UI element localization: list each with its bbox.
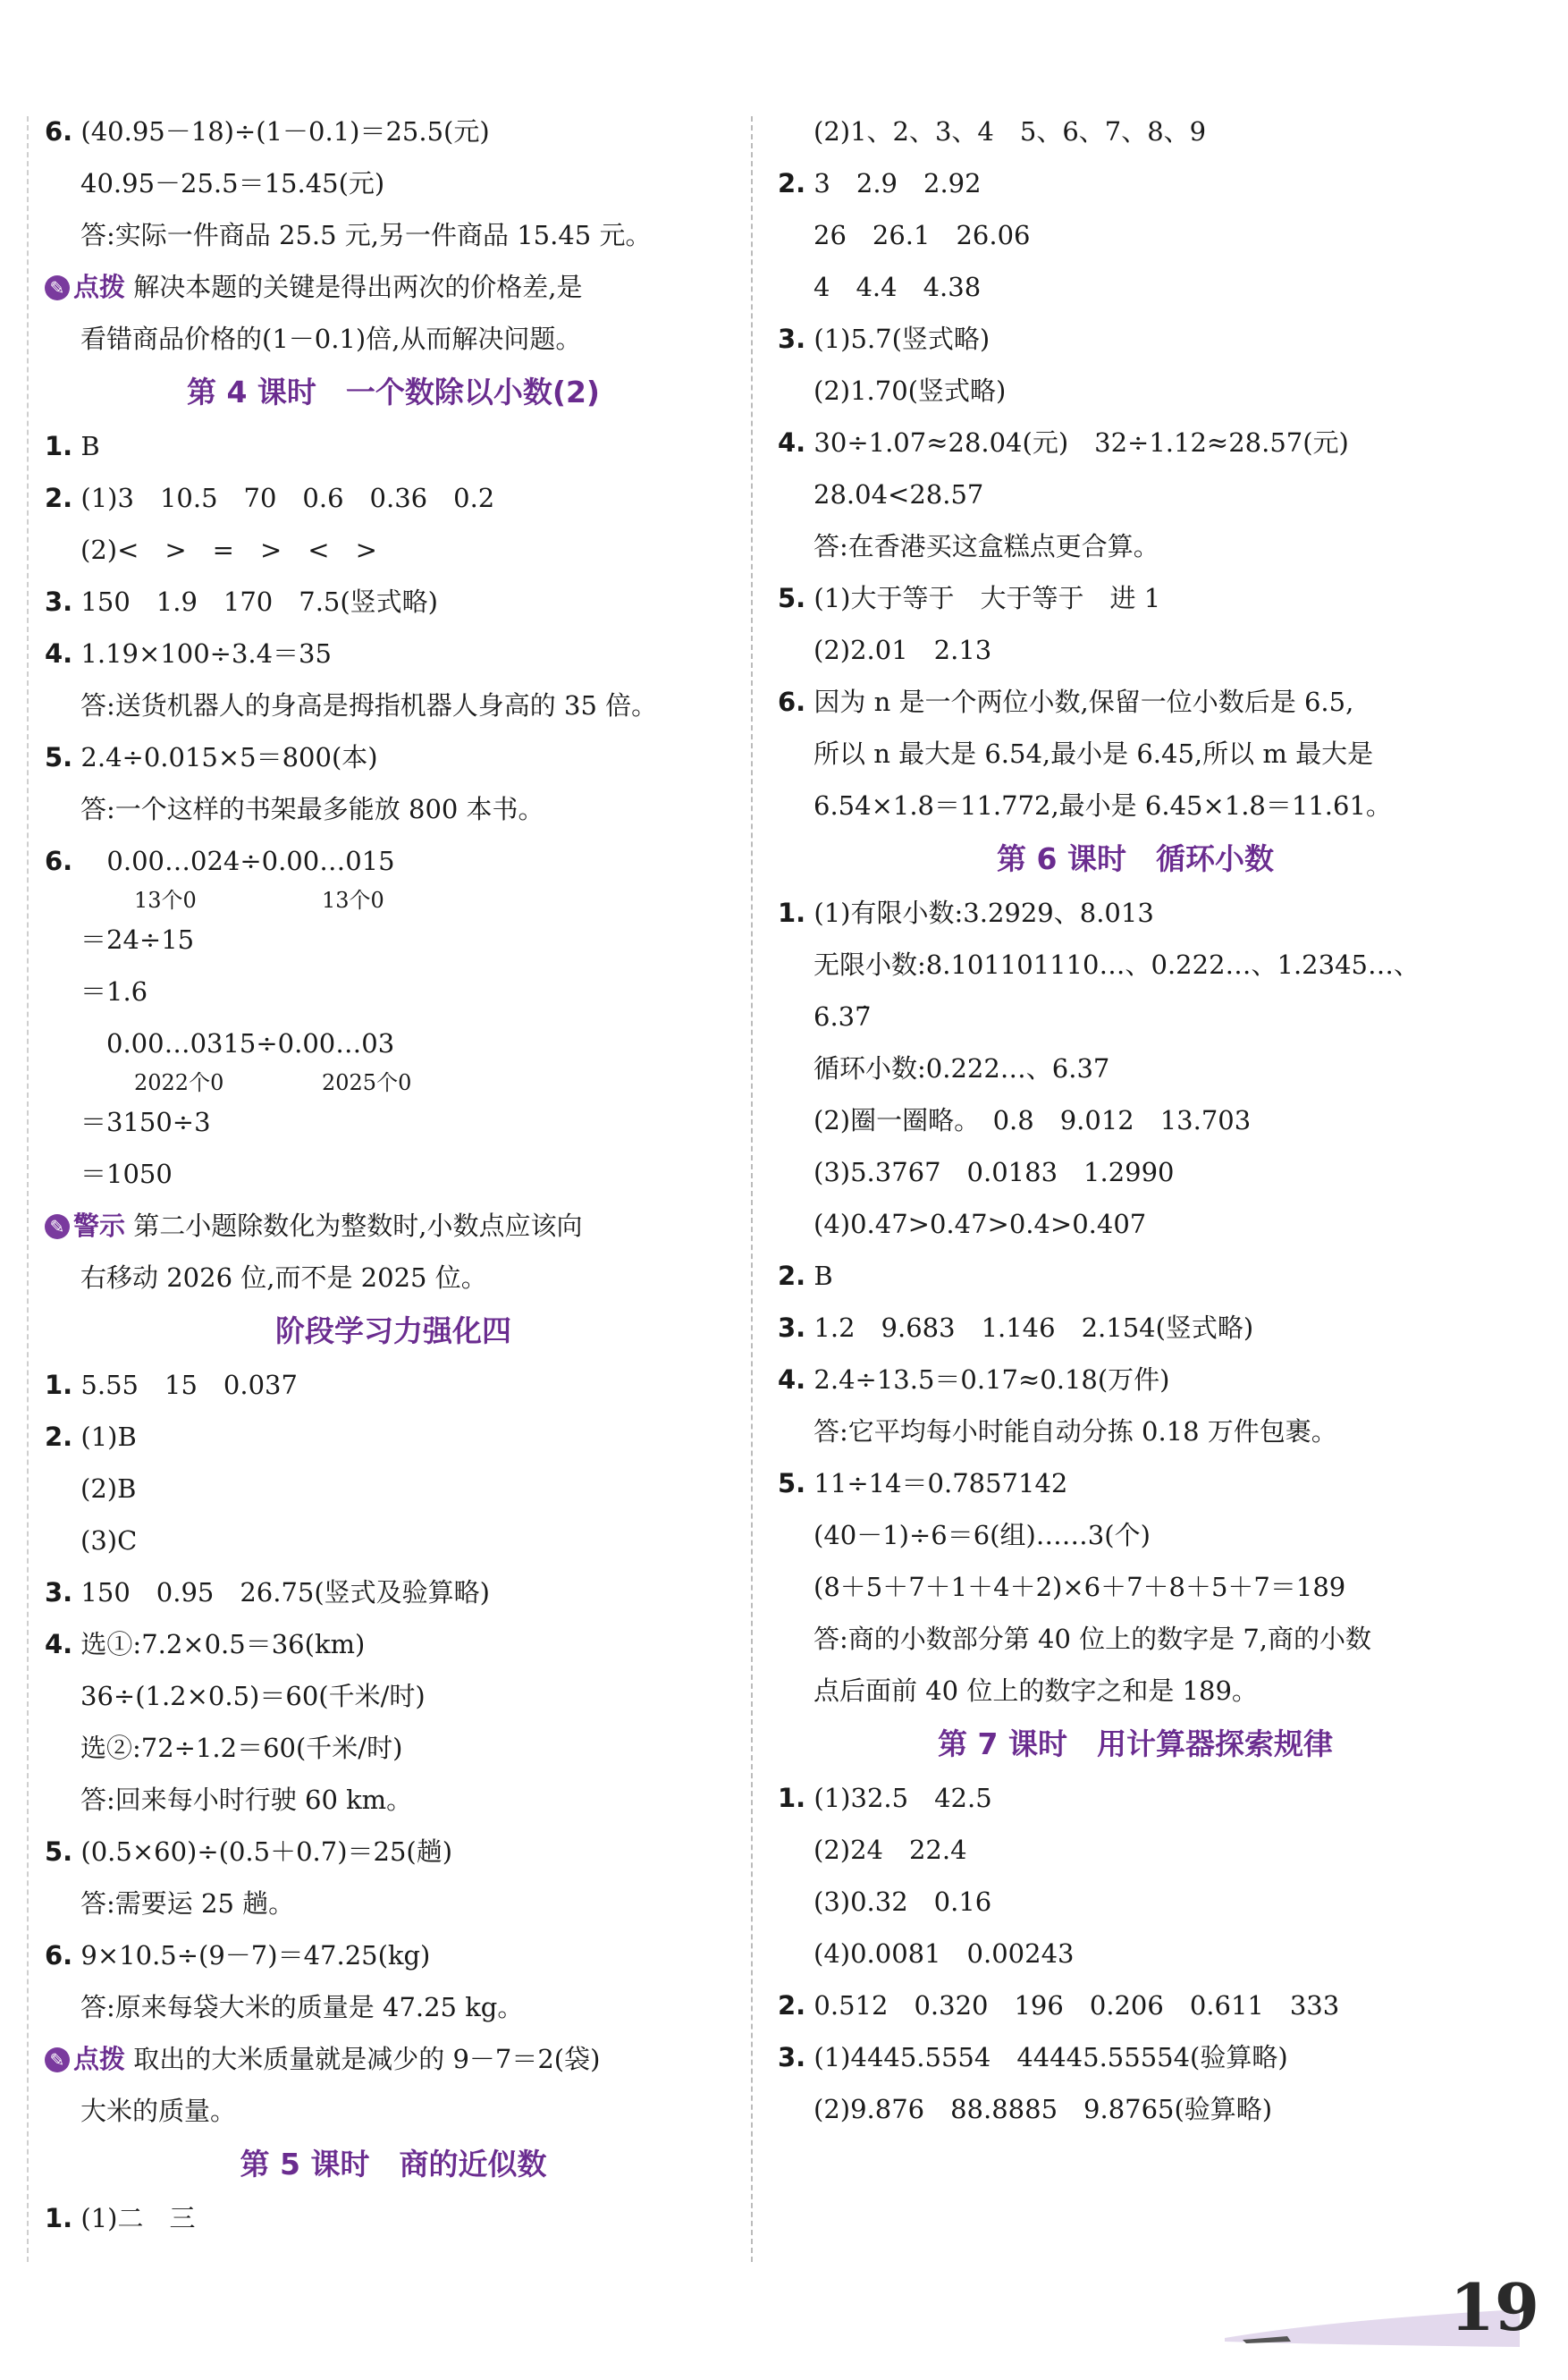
- section-heading: 第 5 课时 商的近似数: [240, 2147, 547, 2182]
- item-number: 1.: [45, 1370, 73, 1400]
- answer-item: [778, 1354, 1493, 1405]
- item-number: 5.: [45, 1836, 73, 1867]
- item-text: 2.4÷13.5＝0.17≈0.18(万件): [814, 1364, 1170, 1395]
- answer-line: (2)圈一圈略。 0.8 9.012 13.703: [814, 1105, 1252, 1135]
- answer-line: 6.54×1.8＝11.772,最小是 6.45×1.8＝11.61。: [814, 790, 1392, 821]
- item-text: 0.512 0.320 196 0.206 0.611 333: [814, 1990, 1340, 2021]
- item-number: 3.: [45, 587, 73, 617]
- answer-item: [778, 572, 1493, 624]
- brace-label: 13个0: [134, 888, 197, 913]
- answer-item: [778, 1457, 1493, 1509]
- answer-line: (2)1、2、3、4 5、6、7、8、9: [814, 116, 1207, 147]
- answer-line: 答:送货机器人的身高是拇指机器人身高的 35 倍。: [80, 690, 658, 721]
- answer-line: ＝24÷15: [80, 924, 195, 955]
- answer-item: [45, 472, 742, 524]
- brace-label: 2025个0: [322, 1070, 412, 1095]
- answer-line: 6.37̇: [814, 1001, 872, 1032]
- answer-line: 0.00…0315÷0.00…03: [80, 1028, 395, 1059]
- answer-line: (3)C: [80, 1525, 138, 1556]
- item-text: 150 1.9 170 7.5(竖式略): [80, 587, 438, 617]
- answer-item: [45, 628, 742, 679]
- answer-line: (2)1.70(竖式略): [814, 376, 1007, 406]
- section-heading: 第 4 课时 一个数除以小数(2): [186, 375, 601, 409]
- tip-tag: 点拨: [73, 272, 126, 302]
- answer-line: (4)0.0081 0.00243: [814, 1938, 1075, 1969]
- left-column: [45, 105, 742, 2244]
- answer-item: [45, 835, 742, 887]
- brace-annotation: [45, 1069, 742, 1096]
- item-number: 1.: [45, 2203, 73, 2233]
- left-margin-rule: [27, 116, 29, 2262]
- answer-line: (2)9.876 88.8885 9.8765(验算略): [814, 2094, 1273, 2124]
- item-text: 2.4÷0.015×5＝800(本): [80, 742, 378, 772]
- item-text: (1)有限小数:3.2929、8.013: [814, 898, 1154, 928]
- item-text: (0.5×60)÷(0.5＋0.7)＝25(趟): [80, 1836, 453, 1867]
- item-text: (1)B: [80, 1422, 137, 1452]
- answer-line: 右移动 2026 位,而不是 2025 位。: [80, 1262, 487, 1293]
- tip-icon: ✎: [45, 2047, 70, 2072]
- answer-line: 答:原来每袋大米的质量是 47.25 kg。: [80, 1992, 524, 2022]
- answer-item: [45, 420, 742, 472]
- item-number: 1.: [778, 1783, 806, 1813]
- item-number: 2.: [45, 483, 73, 513]
- answer-line: 答:一个这样的书架最多能放 800 本书。: [80, 794, 544, 824]
- answer-item: [45, 1359, 742, 1411]
- tip-text: 第二小题除数化为整数时,小数点应该向: [125, 1211, 583, 1241]
- tip-text: 取出的大米质量就是减少的 9－7＝2(袋): [125, 2044, 601, 2074]
- answer-line: 答:商的小数部分第 40 位上的数字是 7,商的小数: [814, 1624, 1371, 1654]
- answer-line: ＝1050: [80, 1159, 173, 1189]
- item-text: (40.95－18)÷(1－0.1)＝25.5(元): [80, 116, 490, 147]
- answer-line: (3)5.3767 0.0183 1.2990: [814, 1157, 1175, 1187]
- item-number: 1.: [778, 898, 806, 928]
- answer-line: (40－1)÷6＝6(组)……3(个): [814, 1520, 1151, 1550]
- answer-item: [778, 157, 1493, 209]
- tip-icon: ✎: [45, 1214, 70, 1239]
- answer-line: 答:在香港买这盒糕点更合算。: [814, 531, 1159, 561]
- item-number: 3.: [45, 1577, 73, 1608]
- column-divider: [751, 116, 753, 2262]
- item-text: (1)32.5 42.5: [814, 1783, 992, 1813]
- answer-item: [778, 1772, 1493, 1824]
- answer-item: [778, 2031, 1493, 2083]
- answer-line: (2)B: [80, 1473, 137, 1504]
- answer-line: (4)0.47>0.47>0.4>0.407: [814, 1209, 1147, 1239]
- answer-line: 无限小数:8.101101110…、0.222…、1.2345…、: [814, 949, 1420, 980]
- answer-item: [45, 1566, 742, 1618]
- section-heading: 第 6 课时 循环小数: [997, 841, 1274, 876]
- item-text: 11÷14＝0.7857142: [814, 1468, 1068, 1498]
- answer-line: 选②:72÷1.2＝60(千米/时): [80, 1733, 403, 1763]
- brace-label: 2022个0: [134, 1070, 224, 1095]
- answer-item: [778, 1250, 1493, 1302]
- answer-line: (2)2.01 2.13: [814, 635, 992, 665]
- brace-label: 13个0: [322, 888, 384, 913]
- answer-line: 所以 n 最大是 6.54,最小是 6.45,所以 m 最大是: [814, 738, 1374, 769]
- answer-item: [45, 1826, 742, 1878]
- answer-line: (3)0.32 0.16: [814, 1886, 992, 1917]
- answer-item: [45, 731, 742, 783]
- item-number: 6.: [45, 1940, 73, 1971]
- item-text: (1)大于等于 大于等于 进 1: [814, 583, 1161, 613]
- item-number: 3.: [778, 1312, 806, 1343]
- item-number: 5.: [778, 1468, 806, 1498]
- answer-item: [45, 1411, 742, 1463]
- item-text: B: [814, 1261, 833, 1291]
- answer-line: 28.04<28.57: [814, 479, 984, 510]
- tip-note: [45, 2033, 742, 2085]
- answer-line: 4 4.4 4.38: [814, 272, 982, 302]
- answer-item: [45, 2192, 742, 2244]
- item-number: 2.: [778, 1990, 806, 2021]
- item-number: 6.: [45, 846, 73, 876]
- item-number: 1.: [45, 431, 73, 461]
- answer-line: (2)24 22.4: [814, 1835, 967, 1865]
- item-number: 2.: [778, 168, 806, 198]
- answer-item: [45, 1929, 742, 1981]
- item-number: 4.: [778, 427, 806, 458]
- item-number: 5.: [45, 742, 73, 772]
- item-text: (1)5.7(竖式略): [814, 324, 991, 354]
- tip-icon: ✎: [45, 275, 70, 300]
- item-text: (1)3 10.5 70 0.6 0.36 0.2: [80, 483, 495, 513]
- answer-line: 点后面前 40 位上的数字之和是 189。: [814, 1675, 1258, 1706]
- item-number: 5.: [778, 583, 806, 613]
- item-text: 1.19×100÷3.4＝35: [80, 638, 332, 669]
- item-text: 9×10.5÷(9－7)＝47.25(kg): [80, 1940, 431, 1971]
- item-number: 4.: [45, 638, 73, 669]
- answer-line: 26 26.1 26.06: [814, 220, 1031, 250]
- tip-note: [45, 1200, 742, 1252]
- item-number: 4.: [778, 1364, 806, 1395]
- section-heading: 阶段学习力强化四: [275, 1313, 511, 1348]
- answer-item: [45, 1618, 742, 1670]
- answer-item: [778, 676, 1493, 728]
- answer-item: [45, 576, 742, 628]
- item-text: B: [80, 431, 100, 461]
- answer-line: 看错商品价格的(1－0.1)倍,从而解决问题。: [80, 324, 582, 354]
- item-number: 3.: [778, 324, 806, 354]
- page-number: 19: [1449, 2269, 1539, 2345]
- answer-line: ＝3150÷3: [80, 1107, 211, 1137]
- item-text: 1.2 9.683 1.146 2.154(竖式略): [814, 1312, 1254, 1343]
- answer-line: 大米的质量。: [80, 2096, 237, 2126]
- item-text: 5.55 15 0.037: [80, 1370, 298, 1400]
- item-number: 4.: [45, 1629, 73, 1659]
- item-text: 3 2.9 2.92: [814, 168, 982, 198]
- answer-item: [45, 105, 742, 157]
- answer-item: [778, 1302, 1493, 1354]
- answer-item: [778, 417, 1493, 468]
- tip-note: [45, 261, 742, 313]
- answer-line: 答:实际一件商品 25.5 元,另一件商品 15.45 元。: [80, 220, 652, 250]
- item-text: 0.00…024÷0.00…015: [80, 846, 395, 876]
- item-number: 6.: [45, 116, 73, 147]
- item-text: (1)4445.5554 44445.55554(验算略): [814, 2042, 1288, 2072]
- item-text: 因为 n 是一个两位小数,保留一位小数后是 6.5,: [814, 687, 1354, 717]
- answer-line: 答:回来每小时行驶 60 km。: [80, 1785, 413, 1815]
- answer-item: [778, 887, 1493, 939]
- tip-tag: 点拨: [73, 2044, 126, 2074]
- item-number: 2.: [778, 1261, 806, 1291]
- tip-text: 解决本题的关键是得出两次的价格差,是: [125, 272, 583, 302]
- answer-line: 循环小数:0.222…、6.37: [814, 1053, 1110, 1084]
- item-text: (1)二 三: [80, 2203, 196, 2233]
- right-column: [778, 105, 1493, 2135]
- brace-annotation: [45, 887, 742, 914]
- answer-line: 40.95－25.5＝15.45(元): [80, 168, 385, 198]
- item-number: 6.: [778, 687, 806, 717]
- item-number: 3.: [778, 2042, 806, 2072]
- answer-line: 答:它平均每小时能自动分拣 0.18 万件包裹。: [814, 1416, 1337, 1447]
- section-heading: 第 7 课时 用计算器探索规律: [938, 1726, 1333, 1761]
- answer-line: (8＋5＋7＋1＋4＋2)×6＋7＋8＋5＋7＝189: [814, 1572, 1346, 1602]
- item-text: 选①:7.2×0.5＝36(km): [80, 1629, 366, 1659]
- answer-item: [778, 313, 1493, 365]
- answer-line: 答:需要运 25 趟。: [80, 1888, 295, 1919]
- tip-tag: 警示: [73, 1211, 126, 1241]
- answer-item: [778, 1979, 1493, 2031]
- answer-line: ＝1.6: [80, 976, 148, 1007]
- answer-line: (2)< > = > < >: [80, 535, 377, 565]
- item-text: 30÷1.07≈28.04(元) 32÷1.12≈28.57(元): [814, 427, 1349, 458]
- item-number: 2.: [45, 1422, 73, 1452]
- answer-line: 36÷(1.2×0.5)＝60(千米/时): [80, 1681, 426, 1711]
- item-text: 150 0.95 26.75(竖式及验算略): [80, 1577, 490, 1608]
